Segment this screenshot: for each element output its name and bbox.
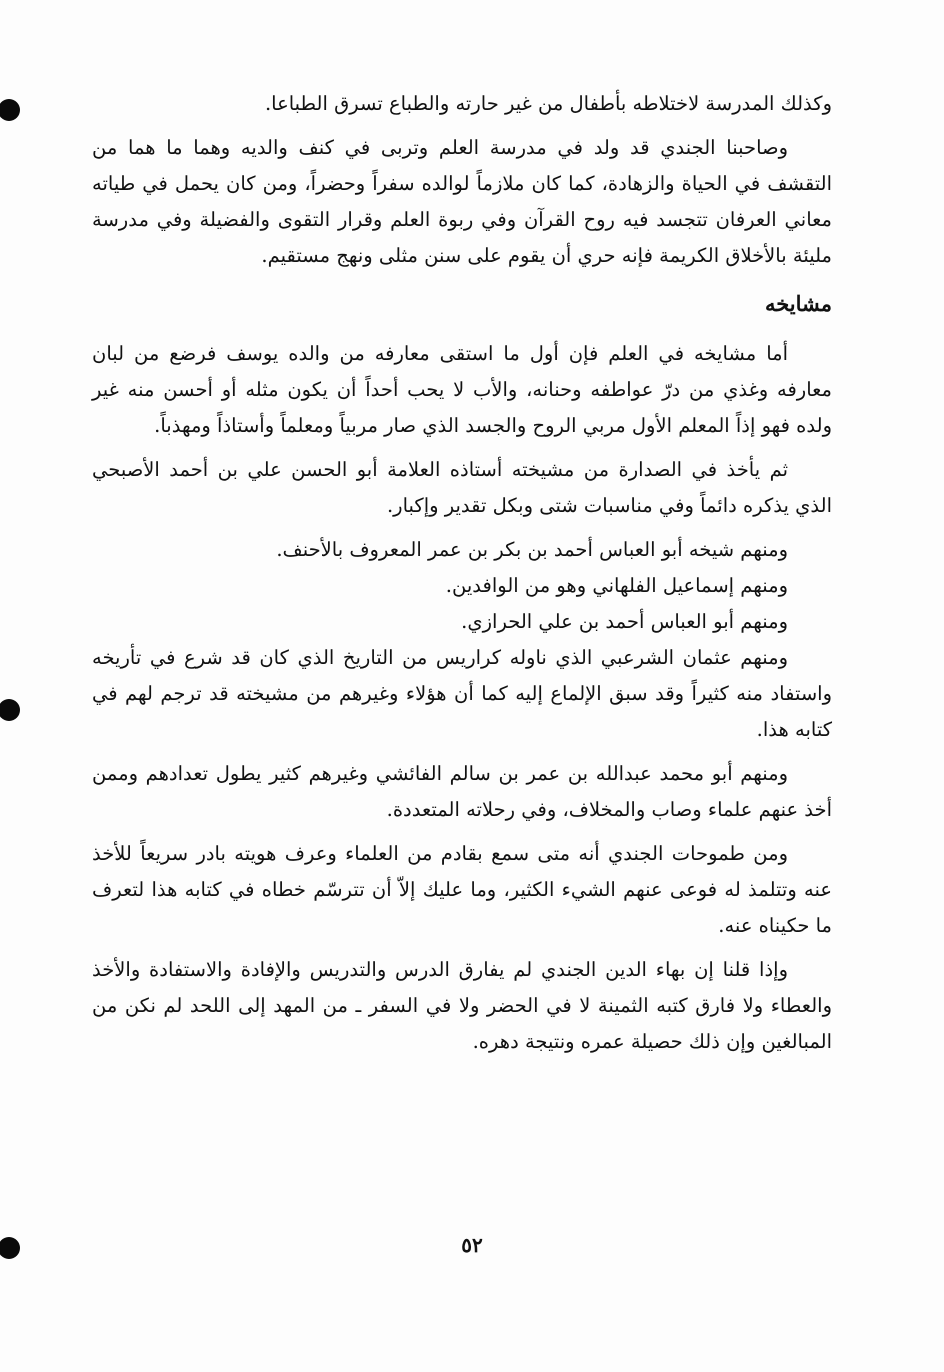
paragraph-9: ومنهم أبو محمد عبدالله بن عمر بن سالم الفائشي وغيرهم كثير يطول تعدادهم وممن أخذ عنهم علماء وصاب والمخلاف، وفي رحلاته المتعددة.	[92, 762, 832, 821]
binding-hole-top	[0, 99, 20, 121]
paragraph-8: ومنهم عثمان الشرعبي الذي ناوله كراريس من التاريخ الذي كان قد شرع في تأريخه واستفاد منه كثيراً وقد سبق الإلماع إليه كما أن هؤلاء وغيرهم من مشيخته قد ترجم لهم في كتابه هذا.	[92, 646, 832, 741]
page-number: ٥٢	[461, 1233, 483, 1257]
paragraph-5: ومنهم شيخه أبو العباس أحمد بن بكر بن عمر المعروف بالأحنف.	[276, 538, 788, 561]
paragraph-1: وكذلك المدرسة لاختلاطه بأطفال من غير حارته والطباع تسرق الطباعا.	[264, 92, 832, 115]
binding-hole-middle	[0, 699, 20, 721]
paragraph-2: وصاحبنا الجندي قد ولد في مدرسة العلم وتربى في كنف والديه وهما ما هما من التقشف في الحياة والزهادة، كما كان ملازماً لوالده سفراً وحضراً، ومن كان يحمل في طياته معاني العرفان تتجسد فيه روح القرآن وفي ربوة العلم وقرار التقوى والفضيلة وفي مدرسة مليئة بالأخلاق الكريمة فإنه حري أن يقوم على سنن مثلى ونهج مستقيم.	[92, 136, 832, 267]
paragraph-10: ومن طموحات الجندي أنه متى سمع بقادم من العلماء وعرف هويته بادر سريعاً للأخذ عنه وتتلمذ له فوعى عنهم الشيء الكثير، وما عليك إلاّ أن تترسّم خطاه في كتابه هذا لتعرف ما حكيناه عنه.	[92, 842, 832, 937]
paragraph-4: ثم يأخذ في الصدارة من مشيخته أستاذه العلامة أبو الحسن علي بن أحمد الأصبحي الذي يذكره دائماً وفي مناسبات شتى وبكل تقدير وإكبار.	[92, 458, 832, 517]
section-heading: مشايخه	[764, 291, 832, 316]
paragraph-3: أما مشايخه في العلم فإن أول ما استقى معارفه من والده يوسف فرضع من لبان معارفه وغذي من درّ عواطفه وحنانه، والأب لا يحب أحداً أن يكون مثله أو أحسن منه غير ولده فهو إذاً المعلم الأول مربي الروح والجسد الذي صار مربياً ومعلماً وأستاذاً ومهذباً.	[92, 342, 832, 437]
paragraph-6: ومنهم إسماعيل الفلهاني وهو من الوافدين.	[445, 574, 788, 597]
paragraph-7: ومنهم أبو العباس أحمد بن علي الحرازي.	[461, 610, 788, 633]
paragraph-11: وإذا قلنا إن بهاء الدين الجندي لم يفارق الدرس والتدريس والإفادة والاستفادة والأخذ والعطاء ولا فارق كتبه الثمينة لا في الحضر ولا في السفر ـ من المهد إلى اللحد لم نكن من المبالغين وإن ذلك حصيلة عمره ونتيجة دهره.	[92, 958, 832, 1053]
page-body	[92, 86, 832, 1068]
